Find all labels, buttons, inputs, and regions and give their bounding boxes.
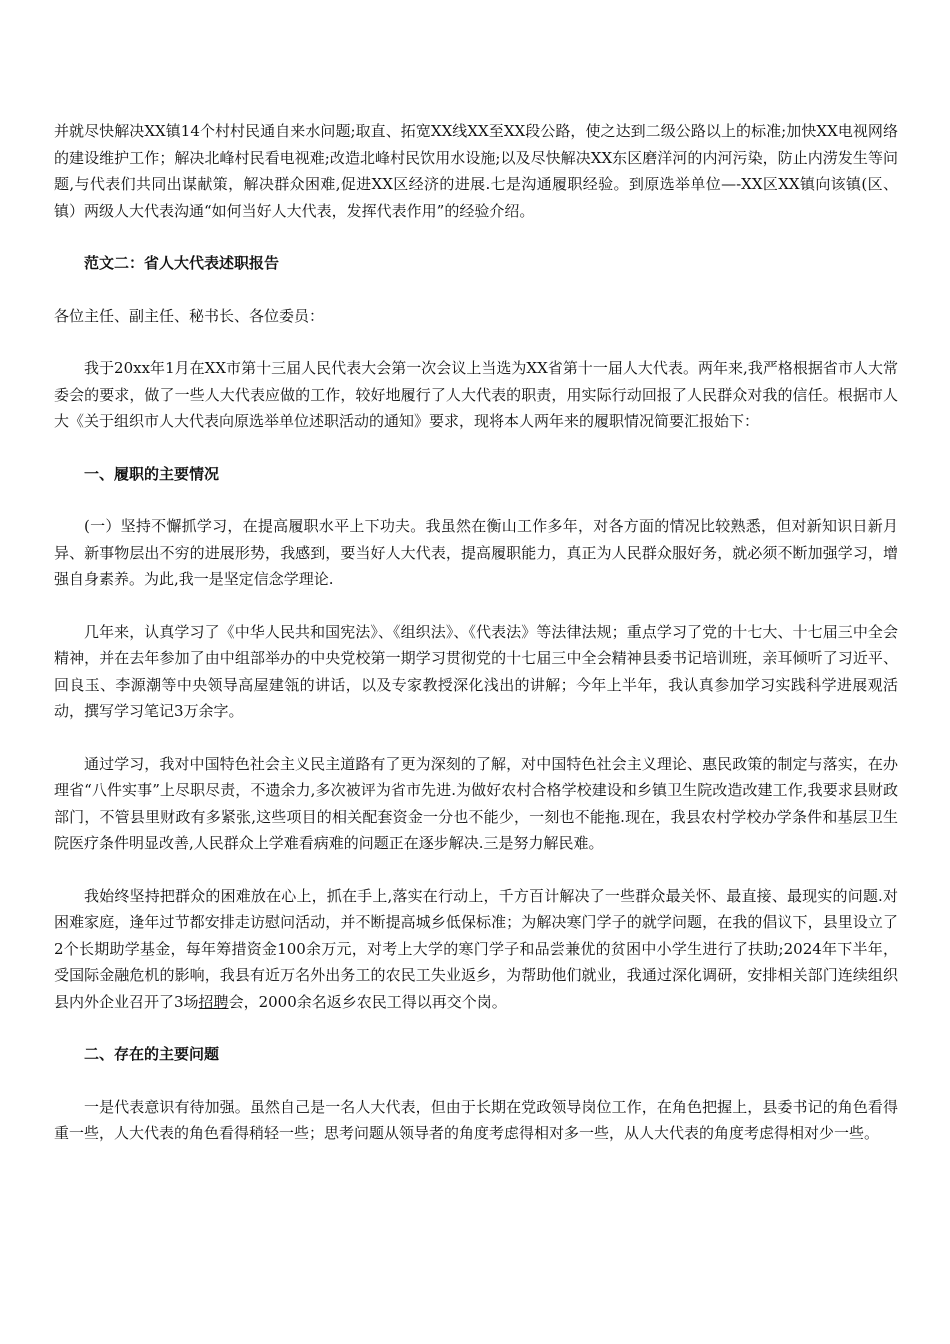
paragraph-gap	[54, 1068, 898, 1094]
paragraph-years: 几年来，认真学习了《中华人民共和国宪法》、《组织法》、《代表法》等法律法规；重点学习了党的十七大、十七届三中全会精神，并在去年参加了由中组部举办的中央党校第一期学习贯彻党的十七届三中全会精神县委书记培训班，亲耳倾听了习近平、回良玉、李源潮等中央领导高屋建瓴的讲话，以及专家教授深化浅出的讲解；今年上半年，我认真参加学习实践科学进展观活动，撰写学习笔记3万余字。	[54, 622, 898, 720]
paragraph-continuation: 并就尽快解决XX镇14个村村民通自来水问题;取直、拓宽XX线XX至XX段公路，使之达到二级公路以上的标准;加快XX电视网络的建设维护工作；解决北峰村民看电视难;改造北峰村民饮用水设施;以及尽快解决XX东区磨洋河的内河污染，防止内涝发生等问题,与代表们共同出谋献策，解决群众困难,促进XX区经济的进展.七是沟通履职经验。到原选举单位—-XX区XX镇向该镇(区、镇）两级人大代表沟通“如何当好人大代表，发挥代表作用”的经验介绍。	[54, 122, 898, 220]
paragraph-gap	[54, 857, 898, 883]
paragraph-masses-text-after: 会，2000余名返乡农民工得以再交个岗。	[228, 992, 507, 1011]
paragraph-masses-text-before: 我始终坚持把群众的困难放在心上，抓在手上,落实在行动上，千方百计解决了一些群众最关怀、最直接、最现实的问题.对困难家庭，逢年过节都安排走访慰问活动，并不断提高城乡低保标准；为解决寒门学子的就学问题，在我的倡议下，县里设立了2个长期助学基金，每年筹措资金100余万元，对考上大学的寒门学子和品尝兼优的贫困中小学生进行了扶助;2024年下半年，受国际金融危机的影响，我县有近万名外出务工的农民工失业返乡，为帮助他们就业，我通过深化调研，安排相关部门连续组织县内外企业召开了3场	[54, 886, 898, 1011]
recruitment-link[interactable]: 招聘	[198, 992, 229, 1011]
document-page	[54, 118, 898, 1147]
paragraph-gap	[54, 725, 898, 751]
paragraph-through-study: 通过学习，我对中国特色社会主义民主道路有了更为深刻的了解，对中国特色社会主义理论、惠民政策的制定与落实，在办理省“八件实事”上尽职尽责，不遗余力,多次被评为省市先进.为做好农村合格学校建设和乡镇卫生院改造改建工作,我要求县财政部门，不管县里财政有多紧张,这些项目的相关配套资金一分也不能少，一刻也不能拖.现在，我县农村学校办学条件和基层卫生院医疗条件明显改善,人民群众上学难看病难的问题正在逐步解决.三是努力解民难。	[54, 754, 898, 852]
paragraph-gap	[54, 329, 898, 355]
section-heading-fanwen-two: 范文二：省人大代表述职报告	[84, 254, 280, 272]
paragraph-intro: 我于20xx年1月在XX市第十三届人民代表大会第一次会议上当选为XX省第十一届人大代表。两年来,我严格根据省市人大常委会的要求，做了一些人大代表应做的工作，较好地履行了人大代表的职责，用实际行动回报了人民群众对我的信任。根据市人大《关于组织市人大代表向原选举单位述职活动的通知》要求，现将本人两年来的履职情况简要汇报始下：	[54, 359, 898, 430]
paragraph-gap	[54, 1015, 898, 1041]
paragraph-awareness: 一是代表意识有待加强。虽然自己是一名人大代表，但由于长期在党政领导岗位工作，在角色把握上，县委书记的角色看得重一些，人大代表的角色看得稍轻一些；思考问题从领导者的角度考虑得相对多一些，从人大代表的角度考虑得相对少一些。	[54, 1097, 898, 1142]
salutation: 各位主任、副主任、秘书长、各位委员：	[54, 306, 325, 325]
paragraph-gap	[54, 435, 898, 461]
paragraph-gap	[54, 277, 898, 303]
section-heading-main-situation: 一、履职的主要情况	[84, 464, 220, 483]
paragraph-gap	[54, 487, 898, 513]
paragraph-gap	[54, 224, 898, 250]
paragraph-gap	[54, 593, 898, 619]
section-heading-main-problems: 二、存在的主要问题	[84, 1045, 220, 1063]
paragraph-masses	[54, 883, 898, 1016]
paragraph-study: (一）坚持不懈抓学习，在提高履职水平上下功夫。我虽然在衡山工作多年，对各方面的情况比较熟悉，但对新知识日新月异、新事物层出不穷的进展形势，我感到，要当好人大代表，提高履职能力，真正为人民群众服好务，就必须不断加强学习，增强自身素养。为此,我一是坚定信念学理论.	[54, 517, 898, 588]
